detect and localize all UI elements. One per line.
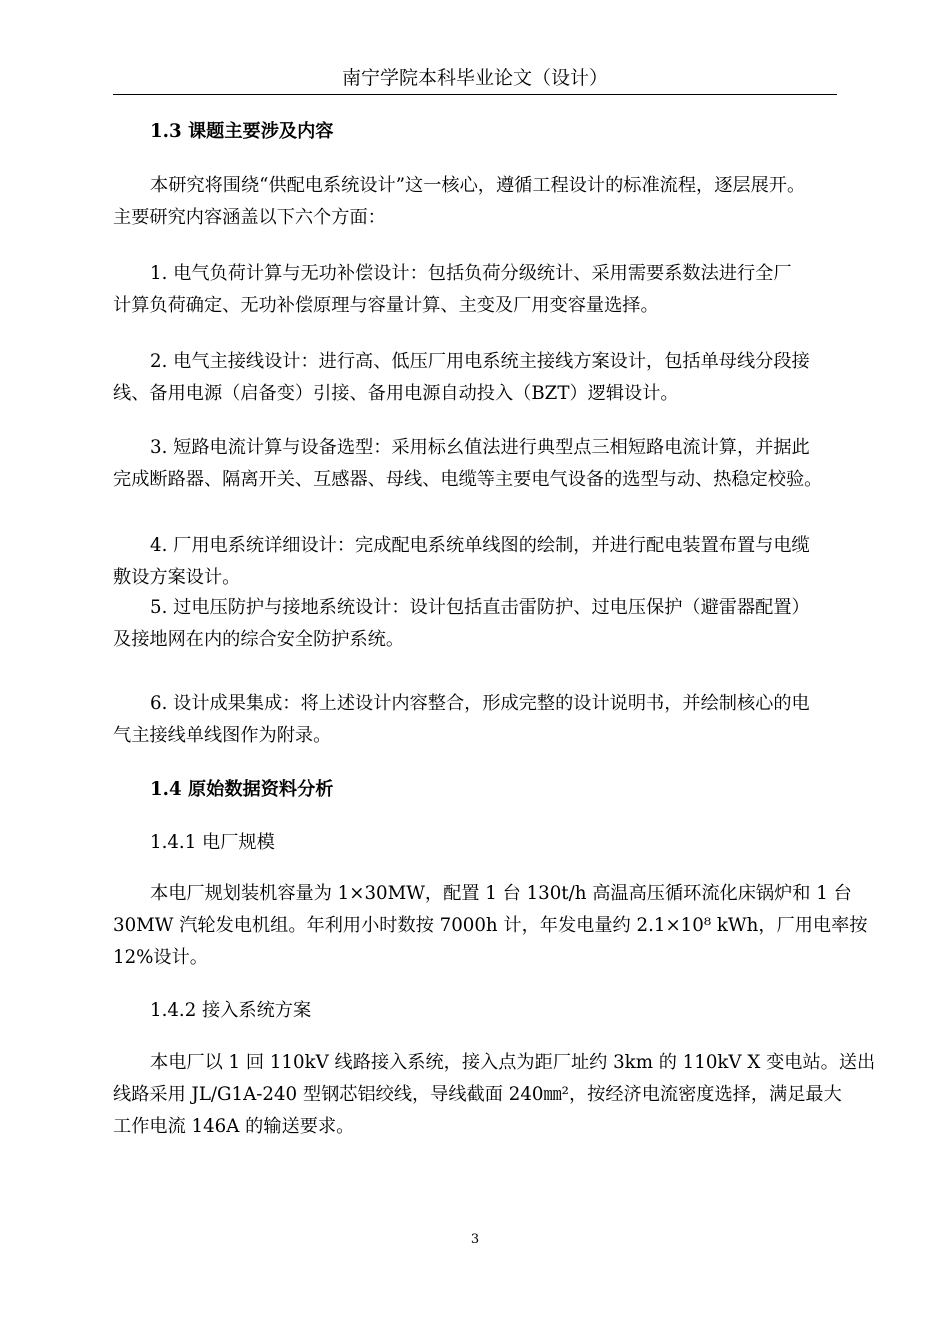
subsection-heading-1-4-1: 1.4.1 电厂规模 <box>150 832 275 853</box>
grid-line-3: 工作电流 146A 的输送要求。 <box>113 1116 355 1137</box>
item-2-line-2: 线、备用电源（启备变）引接、备用电源自动投入（BZT）逻辑设计。 <box>113 383 679 404</box>
grid-line-2: 线路采用 JL/G1A-240 型钢芯铝绞线，导线截面 240㎜²，按经济电流密度选择，满足最大 <box>113 1084 842 1105</box>
item-6-line-1: 6. 设计成果集成：将上述设计内容整合，形成完整的设计说明书，并绘制核心的电 <box>150 693 810 714</box>
scale-line-3: 12%设计。 <box>113 947 208 968</box>
item-3-line-1: 3. 短路电流计算与设备选型：采用标幺值法进行典型点三相短路电流计算，并据此 <box>150 437 810 458</box>
section-heading-1-4: 1.4 原始数据资料分析 <box>150 779 334 800</box>
item-3-line-2: 完成断路器、隔离开关、互感器、母线、电缆等主要电气设备的选型与动、热稳定校验。 <box>113 469 823 490</box>
item-5-line-2: 及接地网在内的综合安全防护系统。 <box>113 629 405 650</box>
item-5-line-1: 5. 过电压防护与接地系统设计：设计包括直击雷防护、过电压保护（避雷器配置） <box>150 597 810 618</box>
item-1-line-2: 计算负荷确定、无功补偿原理与容量计算、主变及厂用变容量选择。 <box>113 295 659 316</box>
section-heading-1-3: 1.3 课题主要涉及内容 <box>150 121 334 142</box>
item-2-line-1: 2. 电气主接线设计：进行高、低压厂用电系统主接线方案设计，包括单母线分段接 <box>150 351 810 372</box>
scale-line-1: 本电厂规划装机容量为 1×30MW，配置 1 台 130t/h 高温高压循环流化床锅炉和 1 台 <box>150 883 852 904</box>
scale-line-2: 30MW 汽轮发电机组。年利用小时数按 7000h 计，年发电量约 2.1×10⁸ kWh，厂用电率按 <box>113 915 868 936</box>
page-number: 3 <box>470 1232 480 1247</box>
subsection-heading-1-4-2: 1.4.2 接入系统方案 <box>150 1000 312 1021</box>
item-1-line-1: 1. 电气负荷计算与无功补偿设计：包括负荷分级统计、采用需要系数法进行全厂 <box>150 263 792 284</box>
item-4-line-1: 4. 厂用电系统详细设计：完成配电系统单线图的绘制，并进行配电装置布置与电缆 <box>150 535 810 556</box>
item-4-line-2: 敷设方案设计。 <box>113 567 241 588</box>
header-rule <box>113 94 837 95</box>
intro-line-2: 主要研究内容涵盖以下六个方面： <box>113 207 386 228</box>
grid-line-1: 本电厂以 1 回 110kV 线路接入系统，接入点为距厂址约 3km 的 110kV X 变电站。送出 <box>150 1052 876 1073</box>
intro-line-1: 本研究将围绕“供配电系统设计”这一核心，遵循工程设计的标准流程，逐层展开。 <box>150 175 806 196</box>
item-6-line-2: 气主接线单线图作为附录。 <box>113 725 332 746</box>
page-header: 南宁学院本科毕业论文（设计） <box>341 67 608 89</box>
